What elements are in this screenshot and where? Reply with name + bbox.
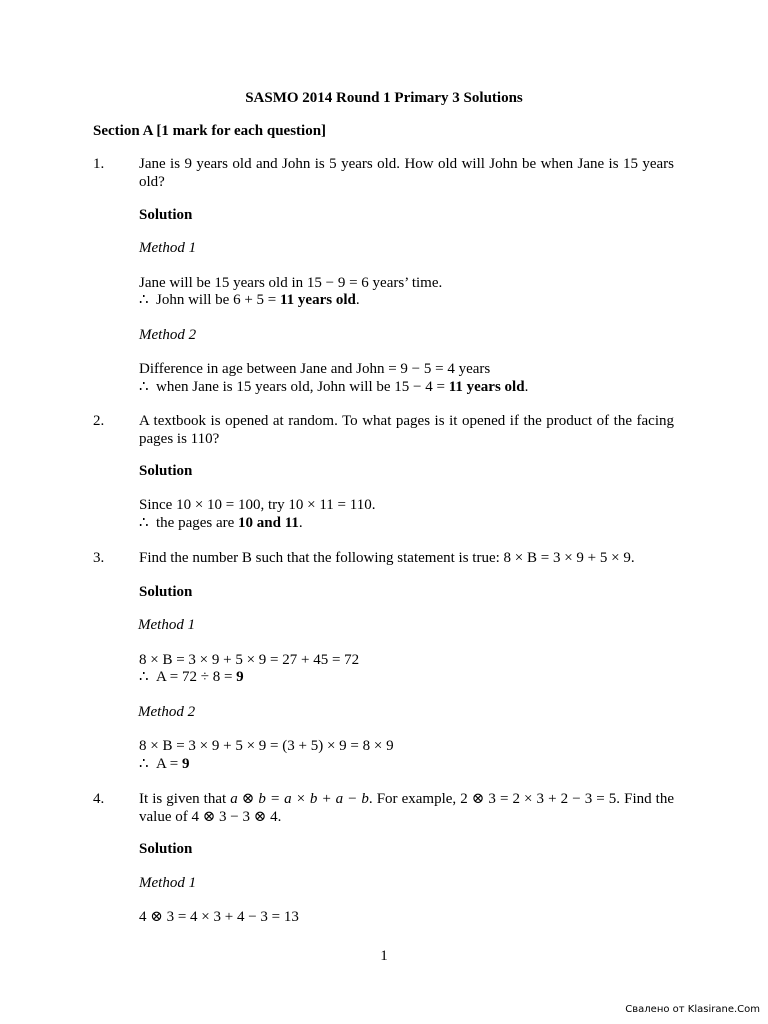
question-4-method-1-label: Method 1 xyxy=(139,875,197,891)
answer-punctuation: . xyxy=(524,379,529,395)
question-4-operator-definition: a ⊗ b = a × b + a − b xyxy=(230,791,369,807)
question-4-method-1-line-1: 4 ⊗ 3 = 4 × 3 + 4 − 3 = 13 xyxy=(139,909,299,925)
question-1-method-1-line-1: Jane will be 15 years old in 15 − 9 = 6 years’ time. xyxy=(139,275,443,291)
answer-highlight: 11 years old xyxy=(448,379,525,395)
question-3-method-1-line-1: 8 × B = 3 × 9 + 5 × 9 = 27 + 45 = 72 xyxy=(139,652,360,668)
answer-highlight: 9 xyxy=(181,756,190,772)
question-1-method-1-line-2 xyxy=(139,291,360,309)
therefore-symbol: ∴ xyxy=(139,756,149,772)
question-2-text: A textbook is opened at random. To what pages is it opened if the product of the facing pages is 110? xyxy=(139,413,674,447)
question-4-text-rest: . For example, 2 ⊗ 3 = 2 × 3 + 2 − 3 = 5. Find the value of 4 ⊗ 3 − 3 ⊗ 4. xyxy=(139,791,674,825)
question-1-method-1-label: Method 1 xyxy=(139,240,197,256)
answer-text: A = xyxy=(156,756,182,772)
answer-text: when Jane is 15 years old, John will be 15 − 4 = xyxy=(156,379,449,395)
question-1-number: 1. xyxy=(93,156,105,172)
question-3-text: Find the number B such that the following statement is true: 8 × B = 3 × 9 + 5 × 9. xyxy=(139,550,635,566)
answer-text: A = 72 ÷ 8 = xyxy=(156,669,237,685)
page-number: 1 xyxy=(380,948,388,964)
question-3-number: 3. xyxy=(93,550,105,566)
answer-highlight: 11 years old xyxy=(280,292,356,308)
question-4-text xyxy=(139,790,674,826)
question-3-method-2-label: Method 2 xyxy=(138,704,196,720)
section-heading: Section A [1 mark for each question] xyxy=(93,123,327,139)
question-2-line-1: Since 10 × 10 = 100, try 10 × 11 = 110. xyxy=(139,497,376,513)
question-4-solution-label: Solution xyxy=(139,841,193,857)
therefore-symbol: ∴ xyxy=(139,515,149,531)
answer-highlight: 9 xyxy=(236,669,244,685)
footer-watermark: Свалено от Klasirane.Com xyxy=(625,1004,760,1015)
question-3-method-1-label: Method 1 xyxy=(138,617,196,633)
question-2-number: 2. xyxy=(93,413,105,429)
question-2-line-2 xyxy=(139,514,303,532)
question-3-solution-label: Solution xyxy=(139,584,193,600)
question-1-method-2-line-2 xyxy=(139,378,528,396)
therefore-symbol: ∴ xyxy=(139,292,149,308)
answer-punctuation: . xyxy=(298,515,303,531)
answer-text: John will be 6 + 5 = xyxy=(156,292,280,308)
question-1-method-2-label: Method 2 xyxy=(139,327,197,343)
question-4-number: 4. xyxy=(93,791,105,807)
therefore-symbol: ∴ xyxy=(139,379,149,395)
question-2-solution-label: Solution xyxy=(139,463,193,479)
answer-highlight: 10 and 11 xyxy=(238,515,299,531)
answer-text: the pages are xyxy=(156,515,239,531)
question-3-method-2-line-2 xyxy=(139,755,189,773)
answer-punctuation: . xyxy=(355,292,360,308)
question-4-text-start: It is given that xyxy=(139,791,231,807)
therefore-symbol: ∴ xyxy=(139,669,149,685)
question-3-method-2-line-1: 8 × B = 3 × 9 + 5 × 9 = (3 + 5) × 9 = 8 × 9 xyxy=(139,738,394,754)
question-1-text: Jane is 9 years old and John is 5 years old. How old will John be when Jane is 15 years old? xyxy=(139,156,674,190)
page-title: SASMO 2014 Round 1 Primary 3 Solutions xyxy=(245,90,523,106)
question-3-method-1-line-2 xyxy=(139,668,244,686)
question-1-solution-label: Solution xyxy=(139,207,193,223)
question-1-method-2-line-1: Difference in age between Jane and John = 9 − 5 = 4 years xyxy=(139,361,491,377)
